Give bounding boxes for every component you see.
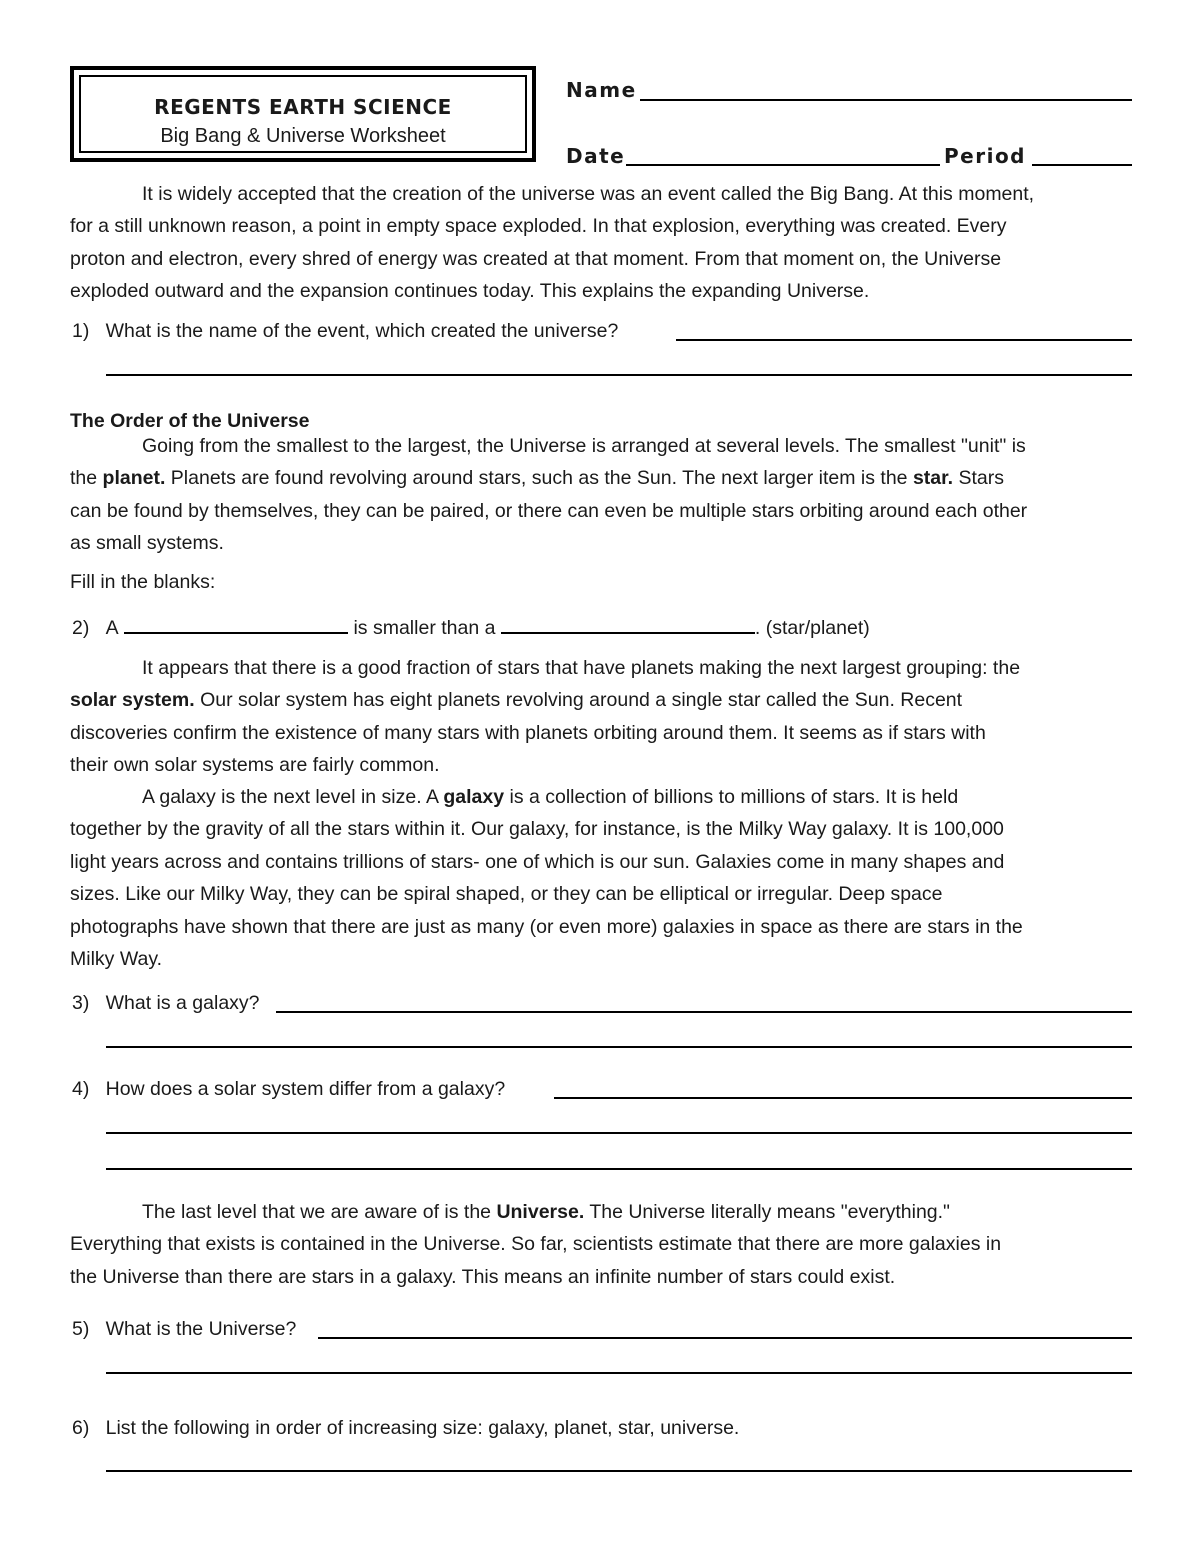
- answer-line-6[interactable]: [106, 1470, 1132, 1472]
- intro-line: exploded outward and the expansion continues today. This explains the expanding Universe.: [70, 280, 870, 303]
- text-run: the: [70, 467, 103, 490]
- order-paragraph: [70, 430, 1140, 560]
- term-star: star.: [912, 467, 954, 490]
- question-text: What is the Universe?: [105, 1318, 297, 1340]
- intro-paragraph: [70, 178, 1140, 308]
- universe-line: Everything that exists is contained in the Universe. So far, scientists estimate that there are more galaxies in: [70, 1233, 1002, 1256]
- question-number: 1): [72, 320, 90, 342]
- galaxy-line: [70, 781, 1140, 813]
- question-text: List the following in order of increasing size: galaxy, planet, star, universe.: [105, 1417, 740, 1439]
- period-label: Period: [944, 144, 1026, 168]
- question-text: What is a galaxy?: [105, 992, 260, 1014]
- universe-line: [70, 1196, 1140, 1228]
- answer-line-1a[interactable]: [676, 339, 1132, 341]
- section-heading: The Order of the Universe: [70, 410, 310, 432]
- worksheet-title-box: [70, 66, 536, 162]
- answer-line-4c[interactable]: [106, 1168, 1132, 1170]
- text-run: Our solar system has eight planets revolving around a single star called the Sun. Recent: [194, 689, 963, 712]
- text-run: A: [105, 617, 119, 639]
- question-number: 4): [72, 1078, 90, 1100]
- question-text: How does a solar system differ from a galaxy?: [105, 1078, 506, 1100]
- text-run: is smaller than a: [353, 617, 496, 639]
- date-field[interactable]: [626, 164, 940, 166]
- text-run: A galaxy is the next level in size. A: [142, 786, 444, 808]
- term-planet: planet.: [102, 467, 166, 490]
- answer-line-4b[interactable]: [106, 1132, 1132, 1134]
- galaxy-paragraph: [70, 781, 1140, 975]
- name-label: Name: [566, 78, 637, 102]
- term-solar-system: solar system.: [70, 689, 195, 712]
- answer-line-3a[interactable]: [276, 1011, 1132, 1013]
- galaxy-line: together by the gravity of all the stars within it. Our galaxy, for instance, is the Milky Way galaxy. It is 100,000: [70, 818, 1004, 841]
- question-number: 2): [72, 617, 90, 639]
- galaxy-line: sizes. Like our Milky Way, they can be spiral shaped, or they can be elliptical or irregular. Deep space: [70, 883, 943, 906]
- intro-line: It is widely accepted that the creation of the universe was an event called the Big Bang. At this moment,: [142, 183, 1035, 205]
- question-number: 3): [72, 992, 90, 1014]
- blank-smaller[interactable]: [124, 612, 348, 634]
- order-line: can be found by themselves, they can be paired, or there can even be multiple stars orbiting around each other: [70, 499, 1028, 522]
- question-number: 6): [72, 1417, 90, 1439]
- answer-line-5a[interactable]: [318, 1337, 1132, 1339]
- solar-line: their own solar systems are fairly common.: [70, 754, 440, 777]
- question-6: [72, 1415, 739, 1441]
- text-run: Planets are found revolving around stars, such as the Sun. The next larger item is the: [165, 467, 913, 490]
- blank-larger[interactable]: [501, 612, 755, 634]
- order-line: Going from the smallest to the largest, the Universe is arranged at several levels. The smallest "unit" is: [142, 435, 1026, 457]
- worksheet-title: REGENTS EARTH SCIENCE: [154, 95, 452, 119]
- period-field[interactable]: [1032, 164, 1132, 166]
- question-2: [72, 612, 870, 641]
- solar-system-paragraph: [70, 652, 1140, 782]
- answer-line-1b[interactable]: [106, 374, 1132, 376]
- date-label: Date: [566, 144, 626, 168]
- answer-line-3b[interactable]: [106, 1046, 1132, 1048]
- question-number: 5): [72, 1318, 90, 1340]
- question-3: [72, 990, 260, 1016]
- text-run: The last level that we are aware of is the: [142, 1201, 497, 1223]
- universe-line: the Universe than there are stars in a galaxy. This means an infinite number of stars could exist.: [70, 1265, 896, 1288]
- name-field[interactable]: [640, 99, 1132, 101]
- question-text: What is the name of the event, which created the universe?: [105, 320, 619, 342]
- fill-in-label: Fill in the blanks:: [70, 571, 216, 593]
- galaxy-line: light years across and contains trillions of stars- one of which is our sun. Galaxies come in many shapes and: [70, 850, 1005, 873]
- question-4: [72, 1076, 505, 1102]
- answer-line-5b[interactable]: [106, 1372, 1132, 1374]
- text-run: Stars: [953, 467, 1004, 490]
- text-run: . (star/planet): [754, 617, 870, 639]
- intro-line: proton and electron, every shred of energy was created at that moment. From that moment on, the Universe: [70, 247, 1002, 270]
- order-line: [70, 462, 1140, 494]
- solar-line: It appears that there is a good fraction of stars that have planets making the next largest grouping: the: [142, 657, 1021, 679]
- worksheet-subtitle: Big Bang & Universe Worksheet: [160, 125, 446, 147]
- answer-line-4a[interactable]: [554, 1097, 1132, 1099]
- text-run: The Universe literally means "everything.": [584, 1201, 950, 1223]
- question-5: [72, 1316, 296, 1342]
- galaxy-line: photographs have shown that there are just as many (or even more) galaxies in space as there are stars in the: [70, 915, 1023, 938]
- universe-paragraph: [70, 1196, 1140, 1293]
- intro-line: for a still unknown reason, a point in empty space exploded. In that explosion, everything was created. Every: [70, 215, 1007, 238]
- galaxy-line: Milky Way.: [70, 948, 163, 971]
- solar-line: [70, 684, 1140, 716]
- solar-line: discoveries confirm the existence of many stars with planets orbiting around them. It seems as if stars with: [70, 721, 986, 744]
- title-box-inner-border: [79, 75, 527, 153]
- order-line: as small systems.: [70, 532, 224, 555]
- text-run: is a collection of billions to millions of stars. It is held: [504, 786, 959, 808]
- question-1: [72, 318, 618, 344]
- term-galaxy: galaxy: [443, 786, 505, 808]
- term-universe: Universe.: [496, 1201, 585, 1223]
